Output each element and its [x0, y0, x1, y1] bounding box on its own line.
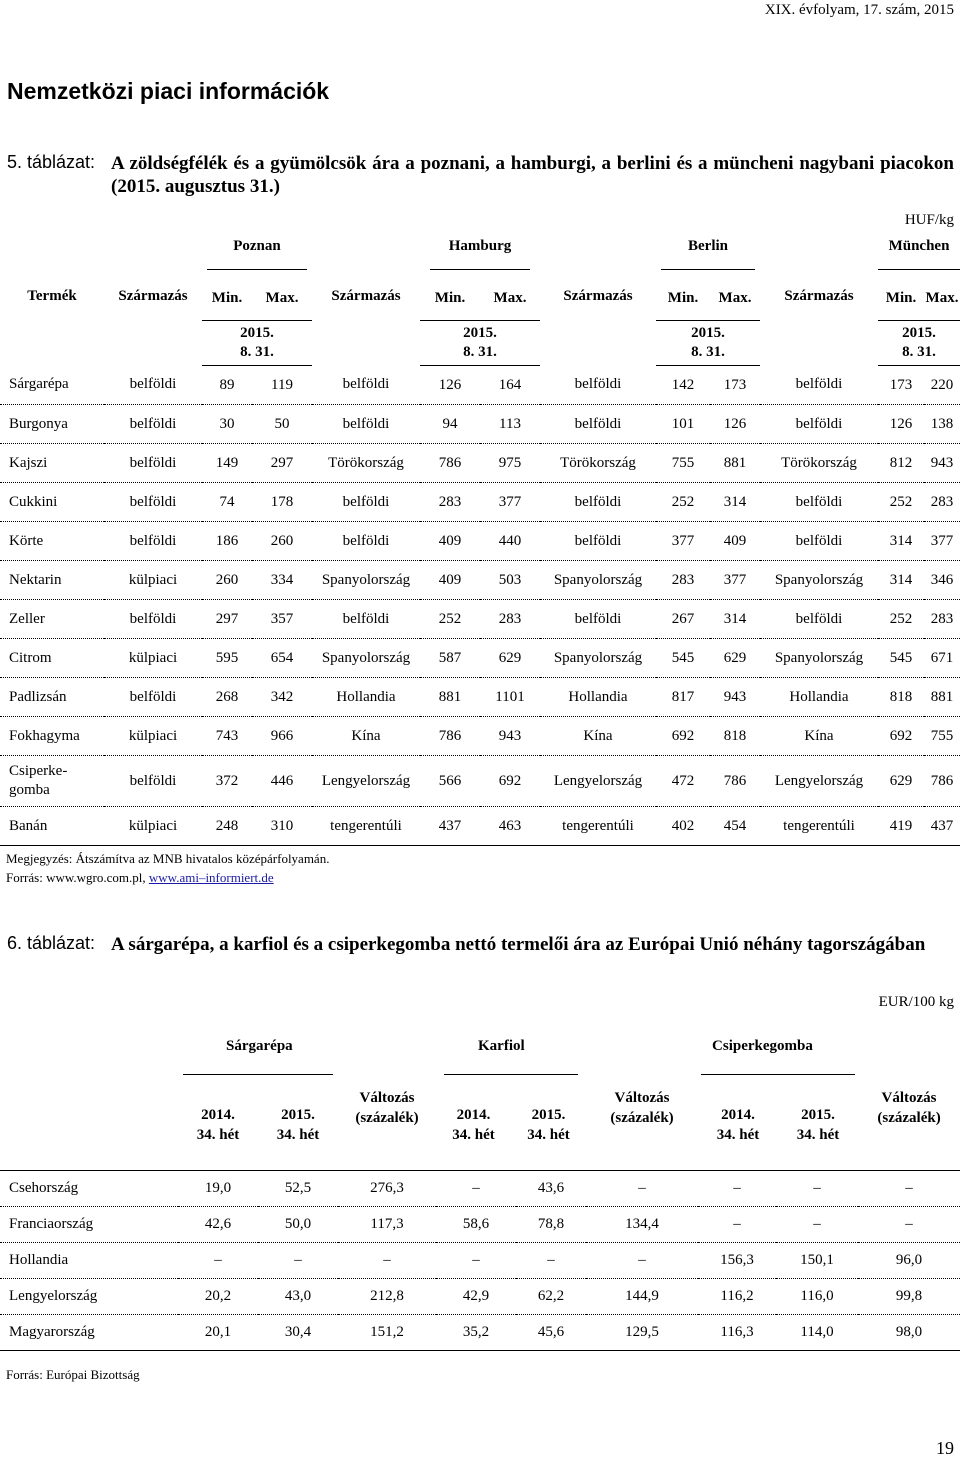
- table-cell: 252: [878, 600, 924, 639]
- city-header: Poznan: [207, 238, 307, 270]
- table-cell: 692: [480, 756, 540, 807]
- table-cell: 156,3: [698, 1242, 776, 1278]
- table-cell: –: [858, 1170, 960, 1206]
- city-header: München: [878, 238, 960, 270]
- table-cell: 409: [710, 522, 760, 561]
- table-cell: 817: [656, 678, 710, 717]
- table-cell: külpiaci: [104, 807, 202, 846]
- table-cell: 117,3: [338, 1206, 436, 1242]
- table-cell: Törökország: [760, 444, 878, 483]
- table-row: [0, 678, 960, 717]
- table-cell: 19,0: [178, 1170, 258, 1206]
- table-cell: 943: [480, 717, 540, 756]
- col-origin: Származás: [118, 288, 188, 304]
- date-year: 2015.: [691, 325, 725, 341]
- table-cell: 786: [420, 444, 480, 483]
- table-cell: 212,8: [338, 1278, 436, 1314]
- date-day: 8. 31.: [240, 344, 274, 360]
- table5-source: [6, 870, 274, 886]
- table-cell: külpiaci: [104, 561, 202, 600]
- change-unit: (százalék): [877, 1110, 941, 1126]
- table-cell: 545: [878, 639, 924, 678]
- table-cell: belföldi: [312, 366, 420, 405]
- table-cell: 283: [480, 600, 540, 639]
- row-label: Csehország: [0, 1170, 178, 1206]
- table-cell: 276,3: [338, 1170, 436, 1206]
- table-cell: 314: [710, 483, 760, 522]
- week-label: 34. hét: [276, 1127, 320, 1143]
- table-cell: 30,4: [258, 1314, 338, 1350]
- table-cell: –: [516, 1242, 586, 1278]
- table-cell: 89: [202, 366, 252, 405]
- table-cell: 818: [878, 678, 924, 717]
- table-cell: Lengyelország: [540, 756, 656, 807]
- table-cell: 20,2: [178, 1278, 258, 1314]
- table-cell: külpiaci: [104, 639, 202, 678]
- table-cell: 346: [924, 561, 960, 600]
- row-label: Magyarország: [0, 1314, 178, 1350]
- table-cell: 134,4: [586, 1206, 698, 1242]
- row-label: Hollandia: [0, 1242, 178, 1278]
- table-row: [0, 1242, 960, 1278]
- col-max: Max.: [710, 276, 760, 321]
- table-cell: tengerentúli: [540, 807, 656, 846]
- table-cell: Törökország: [312, 444, 420, 483]
- table-cell: tengerentúli: [312, 807, 420, 846]
- row-label: Körte: [0, 522, 104, 561]
- row-label: Fokhagyma: [0, 717, 104, 756]
- table-cell: 377: [656, 522, 710, 561]
- table-cell: 283: [924, 600, 960, 639]
- col-min: Min.: [878, 276, 924, 321]
- table-cell: belföldi: [104, 366, 202, 405]
- city-header: Berlin: [661, 238, 755, 270]
- table-cell: 283: [656, 561, 710, 600]
- table-cell: 472: [656, 756, 710, 807]
- table6-label: 6. táblázat:: [7, 933, 96, 953]
- row-label: Zeller: [0, 600, 104, 639]
- table-cell: 503: [480, 561, 540, 600]
- week-label: 34. hét: [196, 1127, 240, 1143]
- table-cell: 377: [480, 483, 540, 522]
- table-cell: 409: [420, 561, 480, 600]
- row-label: Csiperke- gomba: [0, 756, 104, 807]
- table-cell: Törökország: [540, 444, 656, 483]
- table-cell: 260: [202, 561, 252, 600]
- table5-title: A zöldségfélék és a gyümölcsök ára a poznani, a hamburgi, a berlini és a müncheni nagybani piacokon (2015. augusztus 31.): [111, 153, 954, 197]
- date-year: 2015.: [463, 325, 497, 341]
- table-cell: 377: [924, 522, 960, 561]
- table-cell: 692: [878, 717, 924, 756]
- table-cell: belföldi: [760, 405, 878, 444]
- table-cell: 252: [878, 483, 924, 522]
- table-cell: 58,6: [436, 1206, 516, 1242]
- col-min: Min.: [202, 276, 252, 321]
- table-cell: Kína: [312, 717, 420, 756]
- table-cell: 629: [710, 639, 760, 678]
- table-cell: 20,1: [178, 1314, 258, 1350]
- table-cell: 297: [252, 444, 312, 483]
- table-cell: 30: [202, 405, 252, 444]
- table-cell: Lengyelország: [760, 756, 878, 807]
- table-cell: 755: [924, 717, 960, 756]
- row-label: Padlizsán: [0, 678, 104, 717]
- date-day: 8. 31.: [902, 344, 936, 360]
- col-origin: Származás: [331, 288, 401, 304]
- table-cell: belföldi: [312, 600, 420, 639]
- row-label: Burgonya: [0, 405, 104, 444]
- table-cell: belföldi: [540, 405, 656, 444]
- table-cell: 402: [656, 807, 710, 846]
- table-cell: belföldi: [312, 483, 420, 522]
- table-cell: 975: [480, 444, 540, 483]
- table-cell: 116,3: [698, 1314, 776, 1350]
- table-cell: 566: [420, 756, 480, 807]
- table-cell: 629: [480, 639, 540, 678]
- table-cell: belföldi: [312, 522, 420, 561]
- row-label: Franciaország: [0, 1206, 178, 1242]
- row-label: Banán: [0, 807, 104, 846]
- row-label: Kajszi: [0, 444, 104, 483]
- table-cell: Spanyolország: [312, 639, 420, 678]
- table-cell: 173: [878, 366, 924, 405]
- table-cell: 437: [420, 807, 480, 846]
- year-2015: 2015.: [531, 1107, 566, 1123]
- table-cell: –: [858, 1206, 960, 1242]
- table-row: [0, 561, 960, 600]
- table-row: [0, 639, 960, 678]
- table6-title: A sárgarépa, a karfiol és a csiperkegomba nettó termelői ára az Európai Unió néhány tagországában: [111, 934, 926, 955]
- table-cell: 881: [420, 678, 480, 717]
- table6-source: Forrás: Európai Bizottság: [6, 1367, 140, 1382]
- year-2015: 2015.: [801, 1107, 835, 1123]
- table-cell: 114,0: [776, 1314, 858, 1350]
- table-cell: 342: [252, 678, 312, 717]
- table-cell: 297: [202, 600, 252, 639]
- table5-label: 5. táblázat:: [7, 152, 96, 172]
- table-cell: Spanyolország: [760, 561, 878, 600]
- table-cell: Hollandia: [312, 678, 420, 717]
- table-cell: 692: [656, 717, 710, 756]
- table-cell: 419: [878, 807, 924, 846]
- table-cell: –: [698, 1170, 776, 1206]
- table5: [0, 232, 960, 846]
- city-header: Hamburg: [430, 238, 530, 270]
- table5-unit: HUF/kg: [904, 212, 954, 228]
- table-cell: 50: [252, 405, 312, 444]
- table-cell: 43,0: [258, 1278, 338, 1314]
- table-cell: 629: [878, 756, 924, 807]
- row-label: Citrom: [0, 639, 104, 678]
- table-cell: 545: [656, 639, 710, 678]
- table-cell: belföldi: [760, 600, 878, 639]
- table-cell: 50,0: [258, 1206, 338, 1242]
- table-cell: belföldi: [104, 522, 202, 561]
- row-label: Cukkini: [0, 483, 104, 522]
- table-row: [0, 1278, 960, 1314]
- table-cell: 334: [252, 561, 312, 600]
- table-cell: –: [586, 1170, 698, 1206]
- table-cell: 786: [924, 756, 960, 807]
- table-cell: Spanyolország: [312, 561, 420, 600]
- col-origin: Származás: [563, 288, 633, 304]
- table-cell: 454: [710, 807, 760, 846]
- table-cell: Kína: [760, 717, 878, 756]
- col-min: Min.: [420, 276, 480, 321]
- table-cell: belföldi: [760, 366, 878, 405]
- table-cell: 126: [710, 405, 760, 444]
- change-label: Változás: [614, 1090, 670, 1106]
- group-header: Sárgarépa: [226, 1037, 293, 1054]
- table-cell: 94: [420, 405, 480, 444]
- table-cell: tengerentúli: [760, 807, 878, 846]
- table-cell: Kína: [540, 717, 656, 756]
- table-cell: 314: [878, 561, 924, 600]
- section-title: Nemzetközi piaci információk: [7, 78, 330, 104]
- table-cell: 260: [252, 522, 312, 561]
- table-row: [0, 366, 960, 405]
- table-cell: 186: [202, 522, 252, 561]
- date-day: 8. 31.: [463, 344, 497, 360]
- col-origin: Származás: [784, 288, 854, 304]
- table-cell: belföldi: [760, 522, 878, 561]
- table-cell: –: [436, 1242, 516, 1278]
- table-cell: 42,9: [436, 1278, 516, 1314]
- table-row: [0, 1170, 960, 1206]
- table-cell: belföldi: [540, 483, 656, 522]
- table-cell: 142: [656, 366, 710, 405]
- group-header: Csiperkegomba: [712, 1037, 813, 1054]
- source-prefix: Forrás: www.wgro.com.pl,: [6, 870, 149, 885]
- group-header: Karfiol: [478, 1037, 525, 1054]
- change-unit: (százalék): [355, 1110, 419, 1126]
- issue-header: XIX. évfolyam, 17. szám, 2015: [764, 2, 954, 18]
- change-label: Változás: [359, 1090, 415, 1106]
- table-cell: 119: [252, 366, 312, 405]
- table-cell: 372: [202, 756, 252, 807]
- table6-unit: EUR/100 kg: [878, 994, 954, 1010]
- table-cell: belföldi: [104, 444, 202, 483]
- table-cell: 126: [420, 366, 480, 405]
- table5-note: Megjegyzés: Átszámítva az MNB hivatalos középárfolyamán.: [6, 851, 330, 866]
- table-cell: 99,8: [858, 1278, 960, 1314]
- table-cell: 151,2: [338, 1314, 436, 1350]
- year-2014: 2014.: [721, 1107, 755, 1123]
- table-cell: Lengyelország: [312, 756, 420, 807]
- table-cell: –: [776, 1206, 858, 1242]
- week-label: 34. hét: [527, 1127, 570, 1143]
- table-cell: Spanyolország: [540, 561, 656, 600]
- table-cell: –: [258, 1242, 338, 1278]
- table-cell: 35,2: [436, 1314, 516, 1350]
- col-max: Max.: [924, 276, 960, 321]
- table-cell: belföldi: [104, 678, 202, 717]
- table-cell: 812: [878, 444, 924, 483]
- table-cell: 440: [480, 522, 540, 561]
- table-row: [0, 717, 960, 756]
- table-cell: 966: [252, 717, 312, 756]
- col-max: Max.: [480, 276, 540, 321]
- table-cell: belföldi: [104, 483, 202, 522]
- table-cell: belföldi: [760, 483, 878, 522]
- table-cell: 310: [252, 807, 312, 846]
- table-cell: 409: [420, 522, 480, 561]
- table-cell: 252: [656, 483, 710, 522]
- table-cell: 595: [202, 639, 252, 678]
- table-cell: 144,9: [586, 1278, 698, 1314]
- table-cell: Hollandia: [540, 678, 656, 717]
- table-cell: 150,1: [776, 1242, 858, 1278]
- year-2014: 2014.: [201, 1107, 235, 1123]
- table-row: [0, 483, 960, 522]
- table-cell: –: [698, 1206, 776, 1242]
- table-cell: belföldi: [312, 405, 420, 444]
- table-row: [0, 444, 960, 483]
- table-cell: 98,0: [858, 1314, 960, 1350]
- table-cell: 42,6: [178, 1206, 258, 1242]
- table-cell: 149: [202, 444, 252, 483]
- table-cell: –: [776, 1170, 858, 1206]
- table-cell: 786: [710, 756, 760, 807]
- change-label: Változás: [881, 1090, 937, 1106]
- table-cell: 743: [202, 717, 252, 756]
- table-cell: 786: [420, 717, 480, 756]
- change-unit: (százalék): [610, 1110, 674, 1126]
- table-cell: –: [436, 1170, 516, 1206]
- table-cell: 173: [710, 366, 760, 405]
- table-row: [0, 1206, 960, 1242]
- table-cell: 446: [252, 756, 312, 807]
- table-cell: 267: [656, 600, 710, 639]
- table-cell: –: [178, 1242, 258, 1278]
- table-cell: 52,5: [258, 1170, 338, 1206]
- table-cell: 463: [480, 807, 540, 846]
- table-row: [0, 756, 960, 807]
- table-cell: 881: [924, 678, 960, 717]
- table-row: [0, 600, 960, 639]
- table-row: [0, 405, 960, 444]
- table-cell: 78,8: [516, 1206, 586, 1242]
- table-cell: 437: [924, 807, 960, 846]
- row-label: Sárgarépa: [0, 366, 104, 405]
- source-link[interactable]: www.ami–informiert.de: [148, 870, 274, 885]
- table-cell: 314: [878, 522, 924, 561]
- table-cell: 101: [656, 405, 710, 444]
- table-cell: 138: [924, 405, 960, 444]
- table-cell: Hollandia: [760, 678, 878, 717]
- table-cell: 74: [202, 483, 252, 522]
- date-year: 2015.: [902, 325, 936, 341]
- table-cell: 283: [924, 483, 960, 522]
- table-cell: 268: [202, 678, 252, 717]
- date-day: 8. 31.: [691, 344, 725, 360]
- table-cell: 164: [480, 366, 540, 405]
- table-cell: 943: [924, 444, 960, 483]
- table-cell: 943: [710, 678, 760, 717]
- table-cell: 283: [420, 483, 480, 522]
- table-cell: 1101: [480, 678, 540, 717]
- table-cell: 116,0: [776, 1278, 858, 1314]
- week-label: 34. hét: [452, 1127, 495, 1143]
- table-cell: 671: [924, 639, 960, 678]
- table-cell: 129,5: [586, 1314, 698, 1350]
- table-row: [0, 807, 960, 846]
- table-cell: 126: [878, 405, 924, 444]
- table-cell: 248: [202, 807, 252, 846]
- table-cell: 654: [252, 639, 312, 678]
- table-cell: 377: [710, 561, 760, 600]
- table-cell: 45,6: [516, 1314, 586, 1350]
- year-2014: 2014.: [456, 1107, 491, 1123]
- date-year: 2015.: [240, 325, 274, 341]
- table-cell: belföldi: [540, 522, 656, 561]
- table-cell: külpiaci: [104, 717, 202, 756]
- table6: [0, 1024, 960, 1351]
- year-2015: 2015.: [281, 1107, 315, 1123]
- page-number: 19: [936, 1438, 954, 1458]
- col-min: Min.: [656, 276, 710, 321]
- table-cell: 587: [420, 639, 480, 678]
- table-cell: 220: [924, 366, 960, 405]
- col-max: Max.: [252, 276, 312, 321]
- row-label: Lengyelország: [0, 1278, 178, 1314]
- table-row: [0, 1314, 960, 1350]
- week-label: 34. hét: [796, 1127, 840, 1143]
- table-cell: –: [338, 1242, 436, 1278]
- table-cell: belföldi: [104, 756, 202, 807]
- week-label: 34. hét: [716, 1127, 760, 1143]
- table-cell: 818: [710, 717, 760, 756]
- table-cell: 116,2: [698, 1278, 776, 1314]
- table-cell: 357: [252, 600, 312, 639]
- table-cell: 62,2: [516, 1278, 586, 1314]
- table-cell: belföldi: [540, 600, 656, 639]
- table-cell: 881: [710, 444, 760, 483]
- table-cell: 113: [480, 405, 540, 444]
- table-cell: 43,6: [516, 1170, 586, 1206]
- table-cell: –: [586, 1242, 698, 1278]
- table-cell: belföldi: [104, 600, 202, 639]
- table-row: [0, 522, 960, 561]
- table-cell: belföldi: [104, 405, 202, 444]
- table-cell: belföldi: [540, 366, 656, 405]
- table-cell: 96,0: [858, 1242, 960, 1278]
- table-cell: 252: [420, 600, 480, 639]
- table-cell: Spanyolország: [760, 639, 878, 678]
- col-product: Termék: [27, 288, 77, 304]
- table-cell: 755: [656, 444, 710, 483]
- row-label: Nektarin: [0, 561, 104, 600]
- table-cell: Spanyolország: [540, 639, 656, 678]
- table-cell: 314: [710, 600, 760, 639]
- table-cell: 178: [252, 483, 312, 522]
